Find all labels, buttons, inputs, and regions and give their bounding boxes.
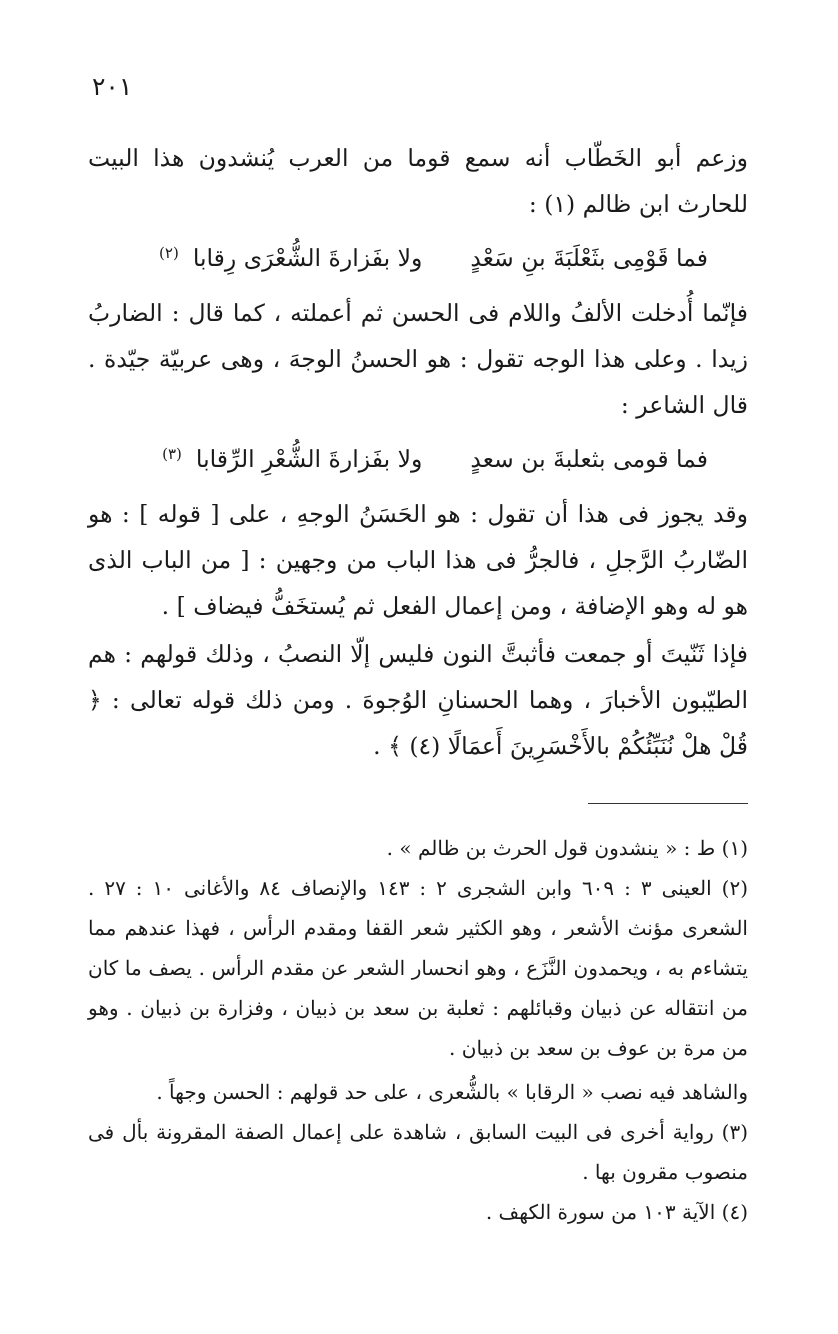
footnote-3: (٣) رواية أخرى فى البيت السابق ، شاهدة على إعمال الصفة المقرونة بأل فى منصوب مقرون بها . (88, 1120, 748, 1184)
footnote-2: (٢) العينى ٣ : ٦٠٩ وابن الشجرى ٢ : ١٤٣ والإنصاف ٨٤ والأغانى ١٠ : ٢٧ . الشعرى مؤنث الأشعر ، وهو الكثير شعر القفا ومقدم الرأس ، فهذا عندهم مما يتشاءم به ، ويحمدون النَّزَع ، وهو انحسار الشعر عن مقدم الرأس . يصف ما كان من انتقاله عن ذبيان وقبائلهم : ثعلبة بن سعد بن ذبيان ، وفزارة بن ذبيان . وهو من مرة بن عوف بن سعد بن ذبيان . (88, 876, 748, 1060)
verse-2-first-hemistich: فما قومى بثعلبةَ بن سعدٍ (470, 445, 708, 473)
paragraph-4: فإذا ثَنّيتَ أو جمعت فأثبتَّ النون فليس إلّا النصبُ ، وذلك قولهم : هم الطيّبون الأخبارَ ، وهما الحسنانِ الوُجوهَ . ومن ذلك قوله تعالى : ﴿ قُلْ هلْ نُنَبِّئُكُمْ بالأَخْسَرِينَ أَعمَالًا (٤) ﴾ . (88, 640, 748, 760)
paragraph-2: فإنّما أُدخلت الألفُ واللام فى الحسن ثم أعملته ، كما قال : الضاربُ زيدا . وعلى هذا الوجه تقول : هو الحسنُ الوجهَ ، وهى عربيّة جيّدة . قال الشاعر : (88, 299, 748, 419)
verse-1-second-hemistich: ولا بفَزارةَ الشُّعْرَى رِقابا (192, 244, 423, 272)
paragraph-1: وزعم أبو الخَطّاب أنه سمع قوما من العرب يُنشدون هذا البيت للحارث ابن ظالم (١) : (88, 144, 748, 218)
verse-1-first-hemistich: فما قَوْمِى بثَعْلَبَةَ بنِ سَعْدٍ (470, 244, 708, 272)
footnote-1: (١) ط : « ينشدون قول الحرث بن ظالم » . (386, 836, 748, 860)
verse-1-footnote-ref: (٢) (159, 244, 179, 262)
paragraph-3: وقد يجوز فى هذا أن تقول : هو الحَسَنُ الوجهِ ، على [ قوله ] : هو الضّاربُ الرَّجلِ ، فالجرُّ فى هذا الباب من وجهين : [ من الباب الذى هو له وهو الإضافة ، ومن إعمال الفعل ثم يُستخَفُّ فيضاف ] . (88, 500, 748, 620)
verse-2 (88, 436, 748, 485)
footnote-divider (588, 803, 748, 804)
verse-2-footnote-ref: (٣) (162, 445, 182, 463)
footnote-2-continuation: والشاهد فيه نصب « الرقابا » بالشُّعرى ، على حد قولهم : الحسن وجهاً . (156, 1080, 748, 1104)
footnote-4: (٤) الآية ١٠٣ من سورة الكهف . (485, 1200, 748, 1224)
page-number: ٢٠١ (92, 72, 133, 101)
main-text (88, 135, 748, 769)
footnotes (88, 828, 748, 1232)
verse-1 (88, 235, 748, 284)
verse-2-second-hemistich: ولا بفَزارةَ الشُّعْرِ الرِّقابا (195, 445, 423, 473)
